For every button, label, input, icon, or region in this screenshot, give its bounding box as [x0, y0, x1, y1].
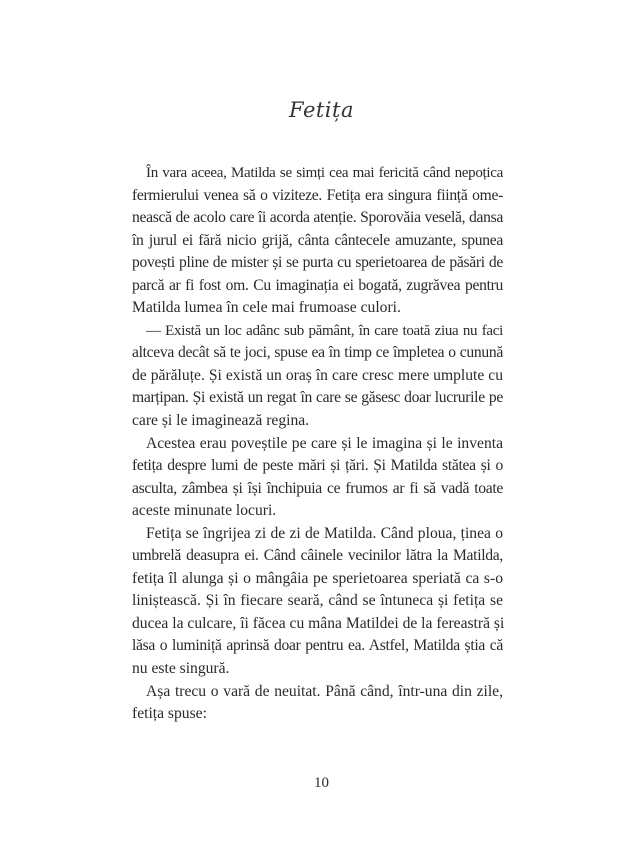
- chapter-body: [132, 162, 503, 726]
- text-line: nu este singură.: [132, 660, 230, 678]
- text-line: aceste minunate locuri.: [132, 502, 277, 520]
- text-line: umbrelă deasupra ei. Când câinele vecinilor lătra la Matilda,: [132, 547, 503, 565]
- text-line: liniștească. Și în fiecare seară, când se întuneca și fetița se: [132, 592, 503, 610]
- text-line: Matilda lumea în cele mai frumoase culori.: [132, 299, 401, 317]
- text-line: nească de acolo care îi acorda atenție. Sporovăia veselă, dansa: [132, 209, 503, 227]
- text-line: povești pline de mister și se purta cu sperietoarea de păsări de: [132, 254, 503, 272]
- text-line: Fetița se îngrijea zi de zi de Matilda. Când ploua, ținea o: [146, 524, 503, 542]
- chapter-title: Fetița: [289, 98, 354, 122]
- paragraph: [132, 433, 503, 523]
- page-number: 10: [314, 775, 329, 791]
- text-line: Așa trecu o vară de neuitat. Până când, într-una din zile,: [146, 682, 503, 700]
- text-line: altceva decât să te joci, spuse ea în timp ce împletea o cunună: [132, 344, 503, 362]
- text-line: lăsa o luminiță aprinsă doar pentru ea. Astfel, Matilda știa că: [132, 637, 503, 655]
- text-line: Acestea erau poveștile pe care și le imagina și le inventa: [146, 434, 503, 452]
- text-line: parcă ar fi fost om. Cu imaginația ei bogată, zugrăvea pentru: [132, 276, 503, 294]
- text-line: marțipan. Și există un regat în care se găsesc doar lucrurile pe: [132, 389, 503, 407]
- paragraph: [132, 320, 503, 433]
- text-line: — Există un loc adânc sub pământ, în care toată ziua nu faci: [146, 322, 503, 339]
- text-line: fermierului venea să o viziteze. Fetița era singura ființă ome-: [132, 186, 503, 204]
- text-line: care și le imaginează regina.: [132, 412, 310, 430]
- text-line: în jurul ei fără nicio grijă, cânta cântecele amuzante, spunea: [132, 231, 503, 249]
- text-line: ducea la culcare, îi făcea cu mâna Matildei de la fereastră și: [132, 614, 505, 632]
- text-line: asculta, zâmbea și își închipuia ce frumos ar fi să vadă toate: [132, 479, 503, 497]
- text-line: fetița despre lumi de peste mări și țări. Și Matilda stătea și o: [132, 457, 503, 475]
- text-line: În vara aceea, Matilda se simți cea mai fericită când nepoțica: [146, 165, 503, 181]
- paragraph: [132, 523, 503, 681]
- text-line: fetița spuse:: [132, 705, 207, 723]
- paragraph: [132, 681, 503, 726]
- paragraph: [132, 162, 503, 320]
- text-line: de părăluțe. Și există un oraș în care cresc mere umplute cu: [132, 366, 503, 384]
- text-line: fetița îl alunga și o mângâia pe sperietoarea speriată ca s-o: [132, 569, 503, 587]
